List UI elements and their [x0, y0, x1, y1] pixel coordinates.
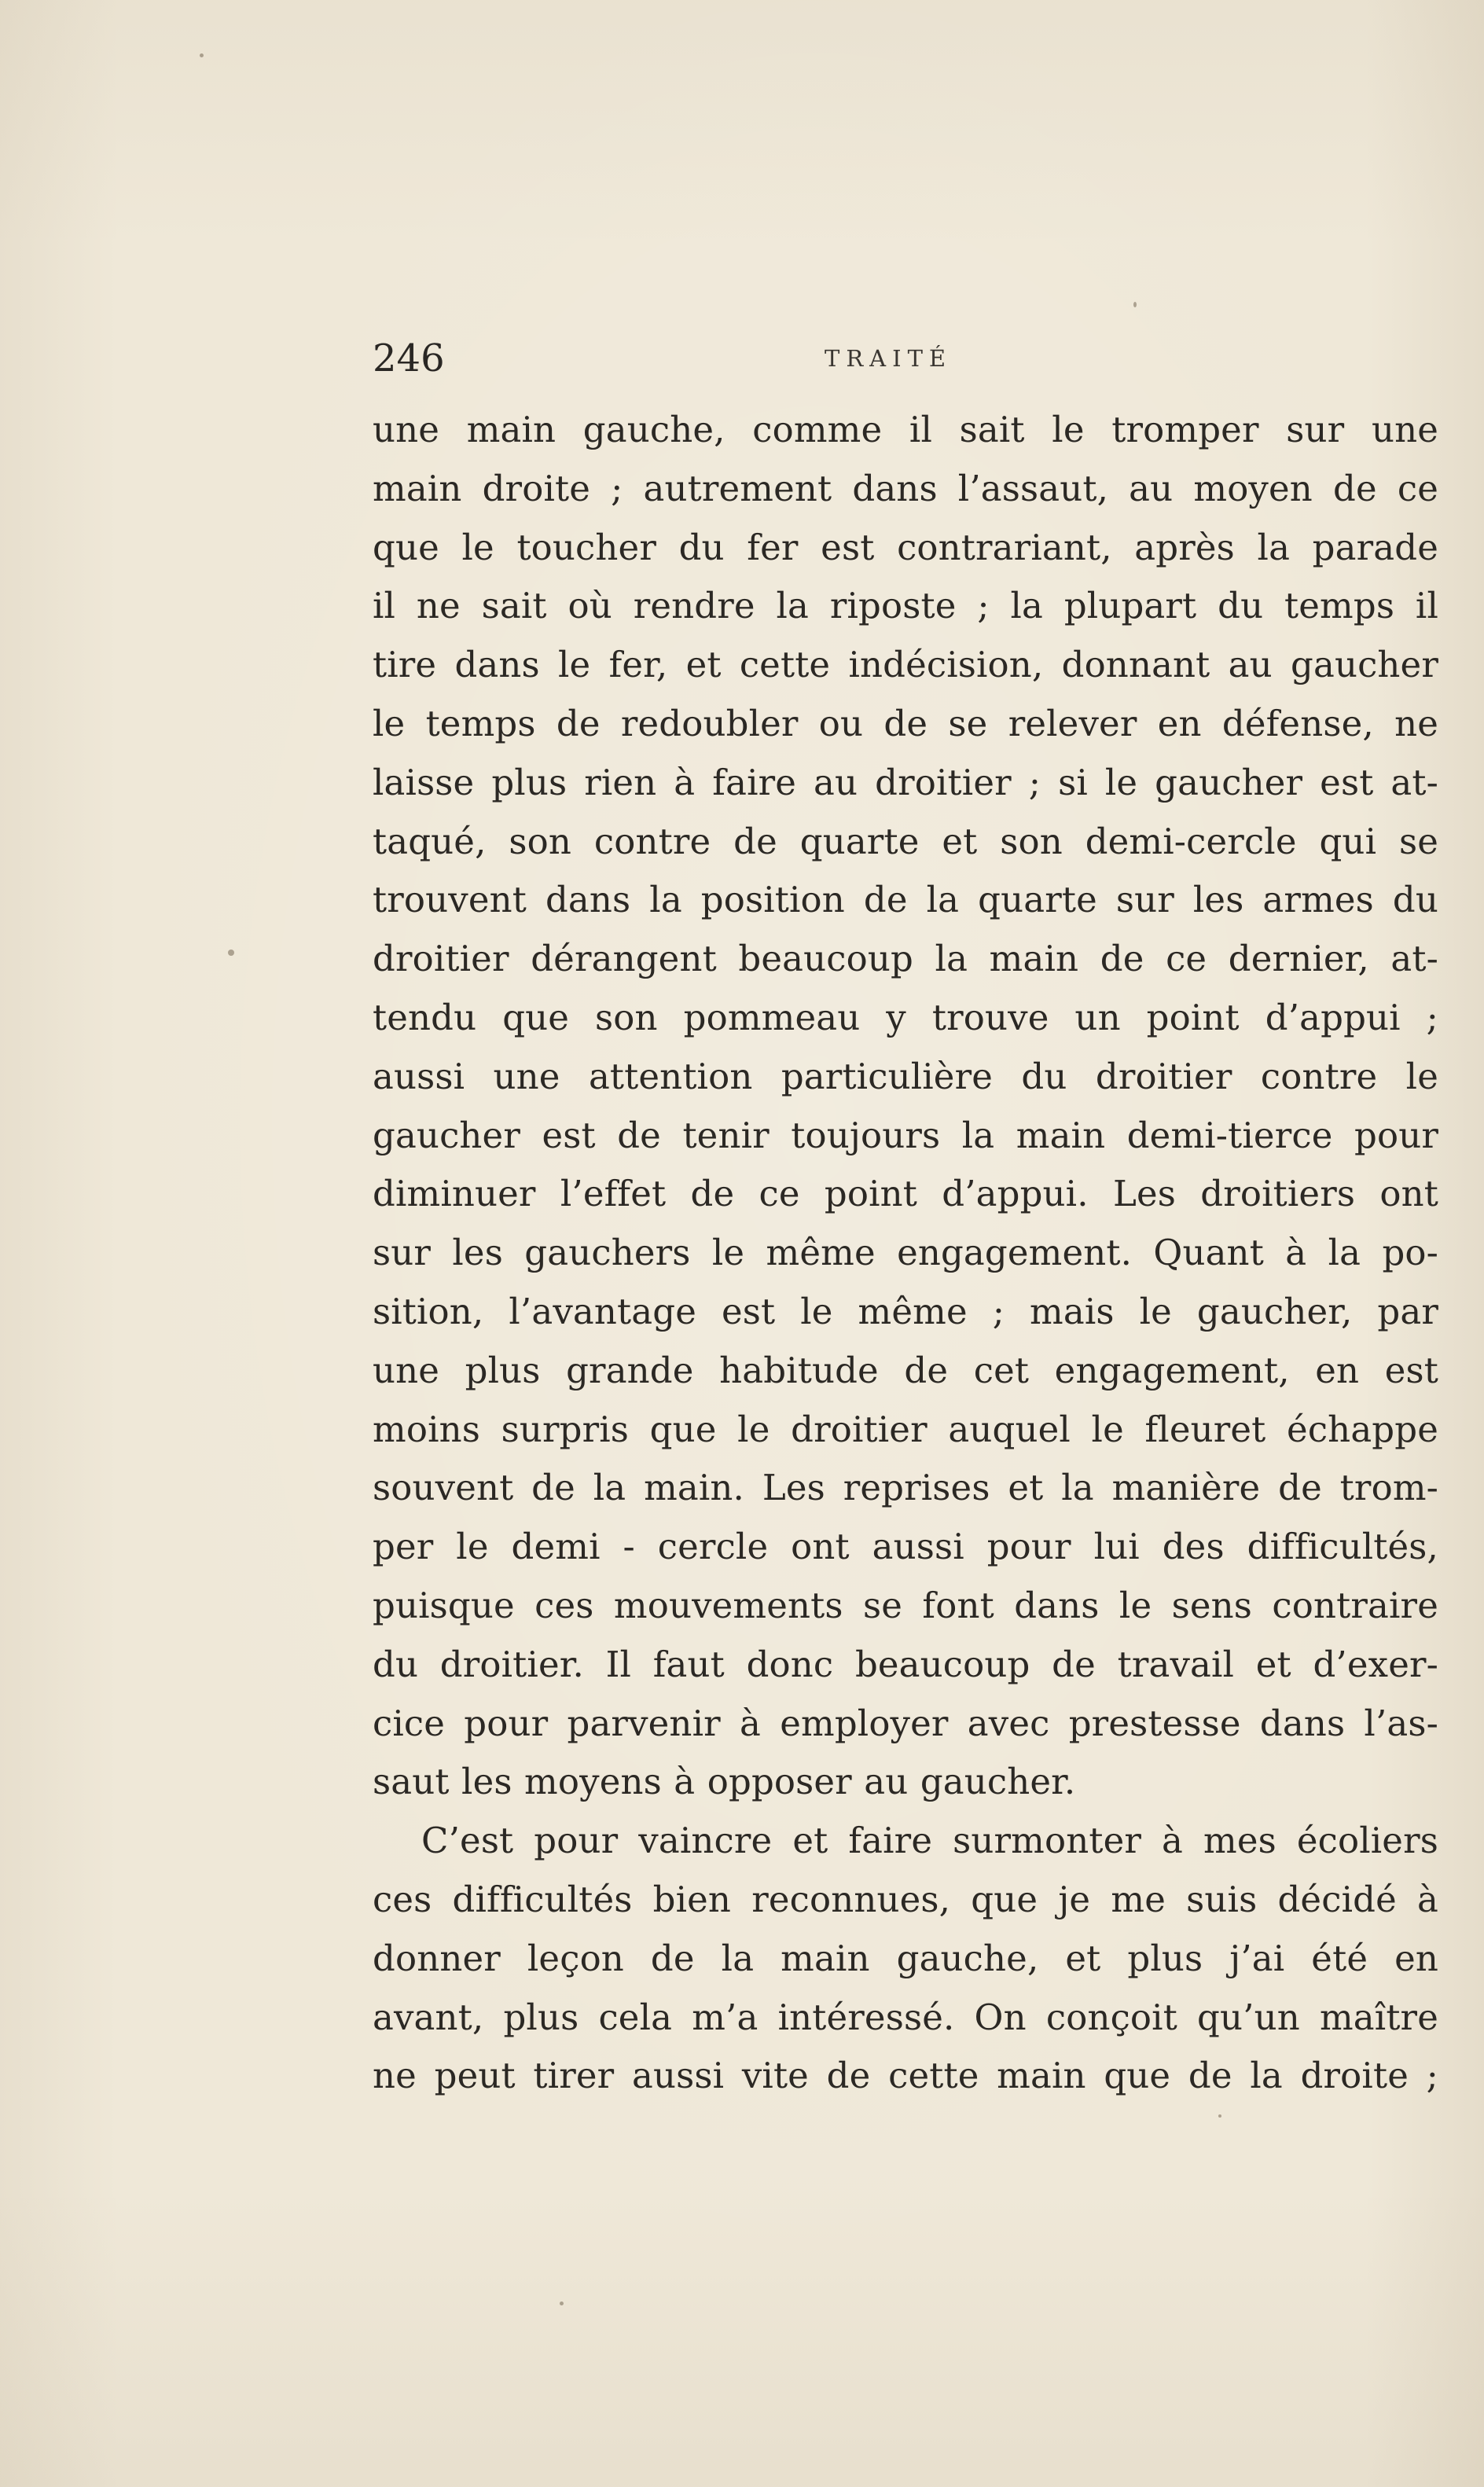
page-header — [373, 336, 1473, 395]
text-line: que le toucher du fer est contrariant, après la parade — [373, 526, 1438, 568]
body-text — [373, 401, 1438, 2106]
text-line: sition, l’avantage est le même ; mais le gaucher, par — [373, 1290, 1438, 1332]
text-line: ne peut tirer aussi vite de cette main que de la droite ; — [373, 2055, 1438, 2097]
paper-speck — [560, 2301, 564, 2305]
text-line: main droite ; autrement dans l’assaut, au moyen de ce — [373, 467, 1438, 509]
paper-speck — [1218, 2114, 1221, 2118]
text-line: gaucher est de tenir toujours la main demi-tierce pour — [373, 1114, 1438, 1156]
paper-speck — [228, 950, 234, 956]
text-line: il ne sait où rendre la riposte ; la plupart du temps il — [373, 585, 1438, 627]
text-line: ces difficultés bien reconnues, que je me suis décidé à — [373, 1878, 1438, 1920]
text-line: trouvent dans la position de la quarte sur les armes du — [373, 879, 1438, 921]
text-line: tire dans le fer, et cette indécision, donnant au gaucher — [373, 644, 1438, 686]
text-line: souvent de la main. Les reprises et la manière de trom- — [373, 1467, 1438, 1509]
text-line: per le demi - cercle ont aussi pour lui des difficultés, — [373, 1526, 1438, 1568]
text-line: taqué, son contre de quarte et son demi-cercle qui se — [373, 820, 1438, 862]
text-line: saut les moyens à opposer au gaucher. — [373, 1761, 1076, 1803]
paper-speck — [200, 53, 204, 57]
page-number: 246 — [373, 336, 445, 380]
text-line: le temps de redoubler ou de se relever en défense, ne — [373, 702, 1438, 744]
text-line: sur les gauchers le même engagement. Quant à la po- — [373, 1232, 1438, 1274]
text-line: diminuer l’effet de ce point d’appui. Les droitiers ont — [373, 1173, 1438, 1215]
text-line: avant, plus cela m’a intéressé. On conçoit qu’un maître — [373, 1996, 1438, 2038]
text-line: aussi une attention particulière du droitier contre le — [373, 1055, 1438, 1097]
paragraph-1 — [373, 401, 1438, 1812]
text-line: laisse plus rien à faire au droitier ; si le gaucher est at- — [373, 761, 1438, 803]
text-line: droitier dérangent beaucoup la main de ce dernier, at- — [373, 938, 1438, 980]
text-line: du droitier. Il faut donc beaucoup de travail et d’exer- — [373, 1643, 1438, 1685]
text-line: une plus grande habitude de cet engagement, en est — [373, 1349, 1438, 1391]
text-line: C’est pour vaincre et faire surmonter à mes écoliers — [421, 1820, 1438, 1862]
text-line: une main gauche, comme il sait le tromper sur une — [373, 409, 1438, 450]
text-line: cice pour parvenir à employer avec prestesse dans l’as- — [373, 1702, 1438, 1744]
running-title: TRAITÉ — [825, 345, 953, 372]
text-line: puisque ces mouvements se font dans le sens contraire — [373, 1584, 1438, 1626]
text-line: donner leçon de la main gauche, et plus j’ai été en — [373, 1937, 1438, 1979]
paper-speck — [1133, 302, 1137, 307]
paragraph-2 — [373, 1812, 1438, 2106]
text-line: moins surpris que le droitier auquel le fleuret échappe — [373, 1408, 1438, 1450]
text-line: tendu que son pommeau y trouve un point d’appui ; — [373, 996, 1438, 1038]
